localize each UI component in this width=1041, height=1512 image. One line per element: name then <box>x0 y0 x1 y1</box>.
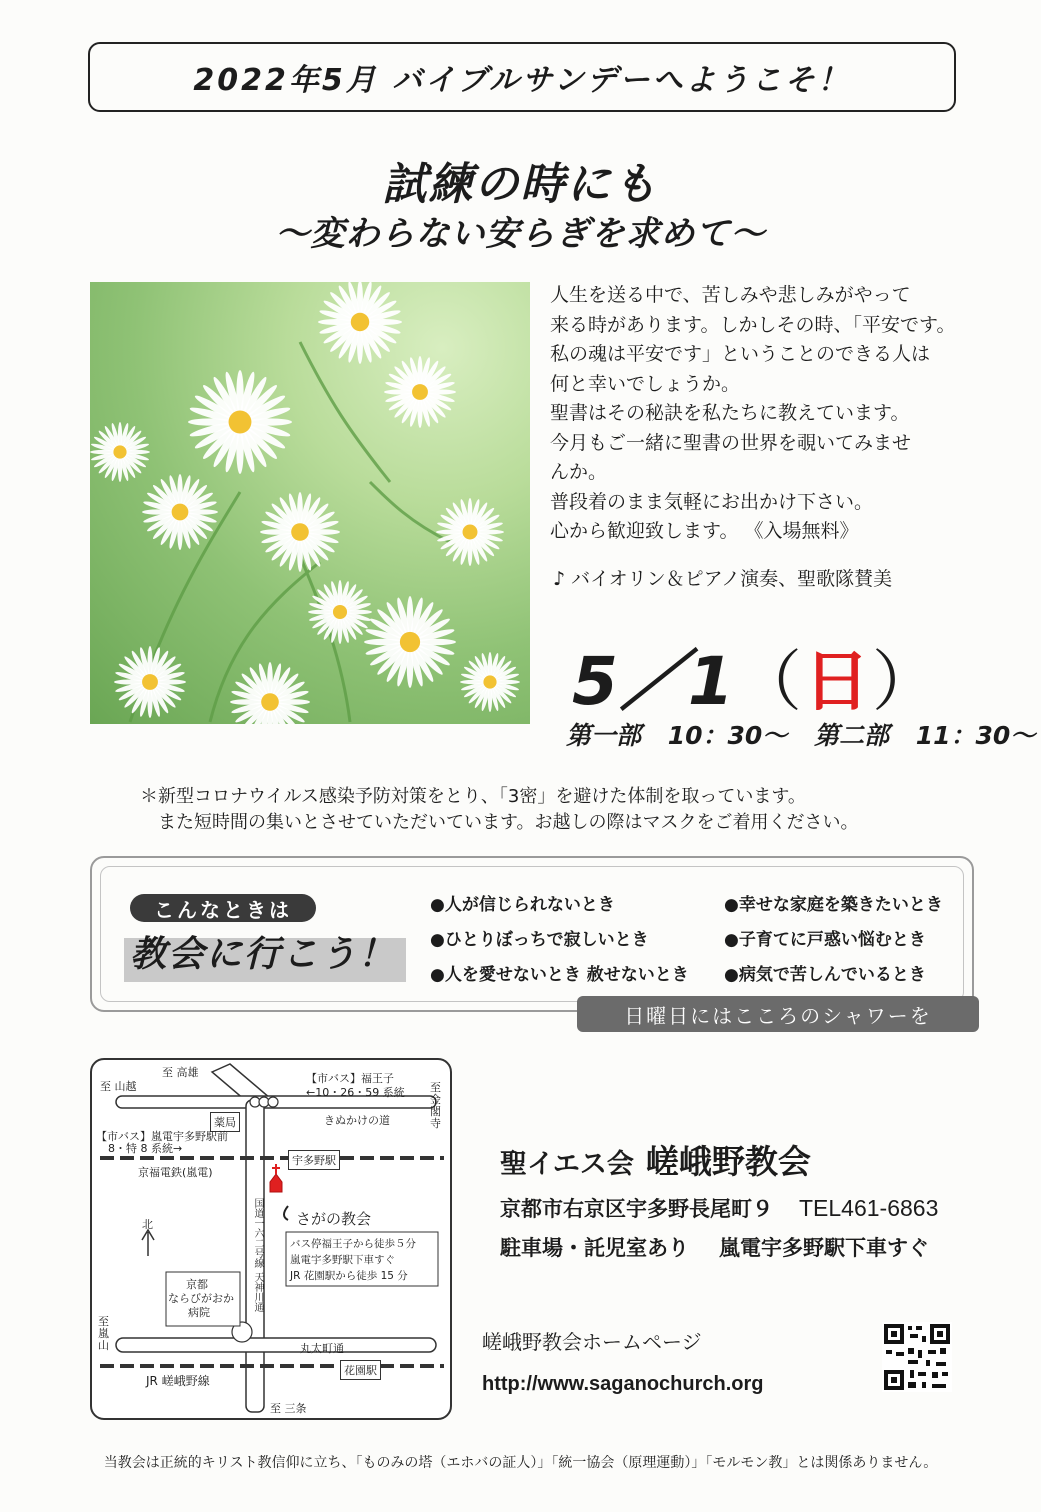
map-label: JR 花園駅から徒歩 15 分 <box>290 1270 408 1282</box>
qr-code-icon[interactable] <box>882 1322 952 1392</box>
homepage-label: 嵯峨野教会ホームページ <box>482 1330 702 1354</box>
daisy-flower <box>230 662 310 724</box>
daisy-flower <box>436 498 504 566</box>
map-label: 京福電鉄(嵐電) <box>138 1166 213 1179</box>
header-banner <box>88 42 956 112</box>
main-title: 試練の時にも <box>382 159 659 210</box>
intro-line: 来る時があります。しかしその時、「平安です。 <box>550 313 956 336</box>
footer-disclaimer: 当教会は正統的キリスト教信仰に立ち、「ものみの塔（エホバの証人）」「統一協会（原理運動）」「モルモン教」とは関係ありません。 <box>103 1455 938 1471</box>
map-label: 【市バス】嵐電宇多野駅前 <box>96 1130 228 1143</box>
map-label: 至 三条 <box>270 1402 307 1415</box>
intro-line: 聖書はその秘訣を私たちに教えています。 <box>550 402 910 424</box>
daisy-flower <box>90 422 150 482</box>
map-label: 至 嵐 山 <box>98 1315 109 1352</box>
bullet-item: ●幸せな家庭を築きたいとき <box>724 895 943 915</box>
event-times: 第一部 10：30～ 第二部 11：30～ <box>566 721 1036 750</box>
map-label: 至 金 閣 寺 <box>430 1081 441 1130</box>
notice-line: また短時間の集いとさせていただいています。お越しの際はマスクをご着用ください。 <box>158 812 859 833</box>
church-address-line <box>500 1193 938 1223</box>
intro-line: 心から歓迎致します。 《入場無料》 <box>550 520 859 542</box>
daisy-photo <box>90 282 530 724</box>
church-title: 嵯峨野教会 <box>645 1142 811 1181</box>
promo-pill: こんなときは <box>130 894 316 922</box>
intro-line: 私の魂は平安です」ということのできる人は <box>550 343 931 365</box>
church-org: 聖イエス会 <box>500 1149 634 1180</box>
map-label: きぬかけの道 <box>324 1114 390 1127</box>
daisy-flower <box>188 370 292 474</box>
intro-line: 今月もご一緒に聖書の世界を覗いてみませ <box>550 431 912 454</box>
daisy-flower <box>318 282 402 364</box>
intro-line: んか。 <box>550 461 608 483</box>
sub-title: ～変わらない安らぎを求めて～ <box>275 214 766 254</box>
banner-text: 2022年5月 バイブルサンデーへようこそ！ <box>193 63 851 98</box>
church-facilities <box>500 1232 929 1262</box>
map-box: 薬局 <box>210 1112 240 1132</box>
promo-box <box>90 856 974 1012</box>
map-label: ←10・26・59 系統 <box>306 1086 405 1099</box>
map-label: 嵐電宇多野駅下車すぐ <box>290 1254 395 1266</box>
daisy-flower <box>384 356 456 428</box>
church-name <box>500 1136 811 1183</box>
church-tel: TEL461-6863 <box>799 1195 939 1221</box>
church-address: 京都市右京区宇多野長尾町９ <box>500 1197 773 1221</box>
daisy-flower <box>260 492 340 572</box>
daisy-flower <box>308 580 372 644</box>
map-label: 国道一六二号線 <box>252 1198 263 1268</box>
shower-bar: 日曜日にはこころのシャワーを <box>577 996 979 1032</box>
map-label: 京都 <box>186 1278 208 1291</box>
access-info: 嵐電宇多野駅下車すぐ <box>719 1236 929 1260</box>
paren-close: ） <box>871 643 940 720</box>
intro-text <box>550 281 960 547</box>
map-box: 宇多野駅 <box>288 1150 340 1170</box>
map-label: 北 <box>142 1218 153 1231</box>
paren-open: （ <box>735 643 804 720</box>
map-box: 花園駅 <box>340 1360 381 1380</box>
bullet-item: ●ひとりぼっちで寂しいとき <box>430 930 649 950</box>
music-note: ♪ バイオリン＆ピアノ演奏、聖歌隊賛美 <box>553 568 893 590</box>
map-label: バス停福王子から徒歩５分 <box>290 1238 416 1250</box>
map-label: 病院 <box>188 1306 210 1319</box>
map-label: 8・特 8 系統→ <box>108 1142 183 1155</box>
map-label: 丸太町通 <box>300 1342 344 1355</box>
bullet-item: ●人が信じられないとき <box>430 895 615 915</box>
map-label: ならびがおか <box>168 1292 234 1305</box>
map-label: 至 山越 <box>100 1080 137 1093</box>
covid-notice <box>140 784 859 836</box>
bullet-item: ●子育てに戸惑い悩むとき <box>724 930 926 950</box>
daisy-flower <box>142 474 218 550</box>
daisy-flower <box>364 596 456 688</box>
daisy-flower <box>460 652 520 712</box>
daisy-flower <box>114 646 186 718</box>
map-label: 【市バス】福王子 <box>306 1072 394 1085</box>
promo-headline: 教会に行こう！ <box>130 934 397 975</box>
date-value: 5／1 <box>572 643 736 720</box>
parking-info: 駐車場・託児室あり <box>500 1236 689 1260</box>
map-label: 至 高雄 <box>162 1066 199 1079</box>
intro-line: 人生を送る中で、苦しみや悲しみがやって <box>550 284 911 306</box>
event-date <box>572 628 940 723</box>
access-map <box>90 1058 452 1420</box>
bullet-item: ●人を愛せないとき 赦せないとき <box>430 965 689 985</box>
map-label: さがの教会 <box>296 1210 372 1228</box>
intro-line: 普段着のまま気軽にお出かけ下さい。 <box>550 490 874 513</box>
notice-line: ＊新型コロナウイルス感染予防対策をとり、「3密」を避けた体制を取っています。 <box>140 786 806 807</box>
homepage-url[interactable]: http://www.saganochurch.org <box>482 1373 764 1395</box>
map-label: JR 嵯峨野線 <box>146 1374 210 1388</box>
map-label: 天神川通 <box>252 1272 263 1312</box>
bullet-item: ●病気で苦しんでいるとき <box>724 965 926 985</box>
day-of-week: 日 <box>803 643 872 720</box>
intro-line: 何と幸いでしょうか。 <box>550 372 741 395</box>
